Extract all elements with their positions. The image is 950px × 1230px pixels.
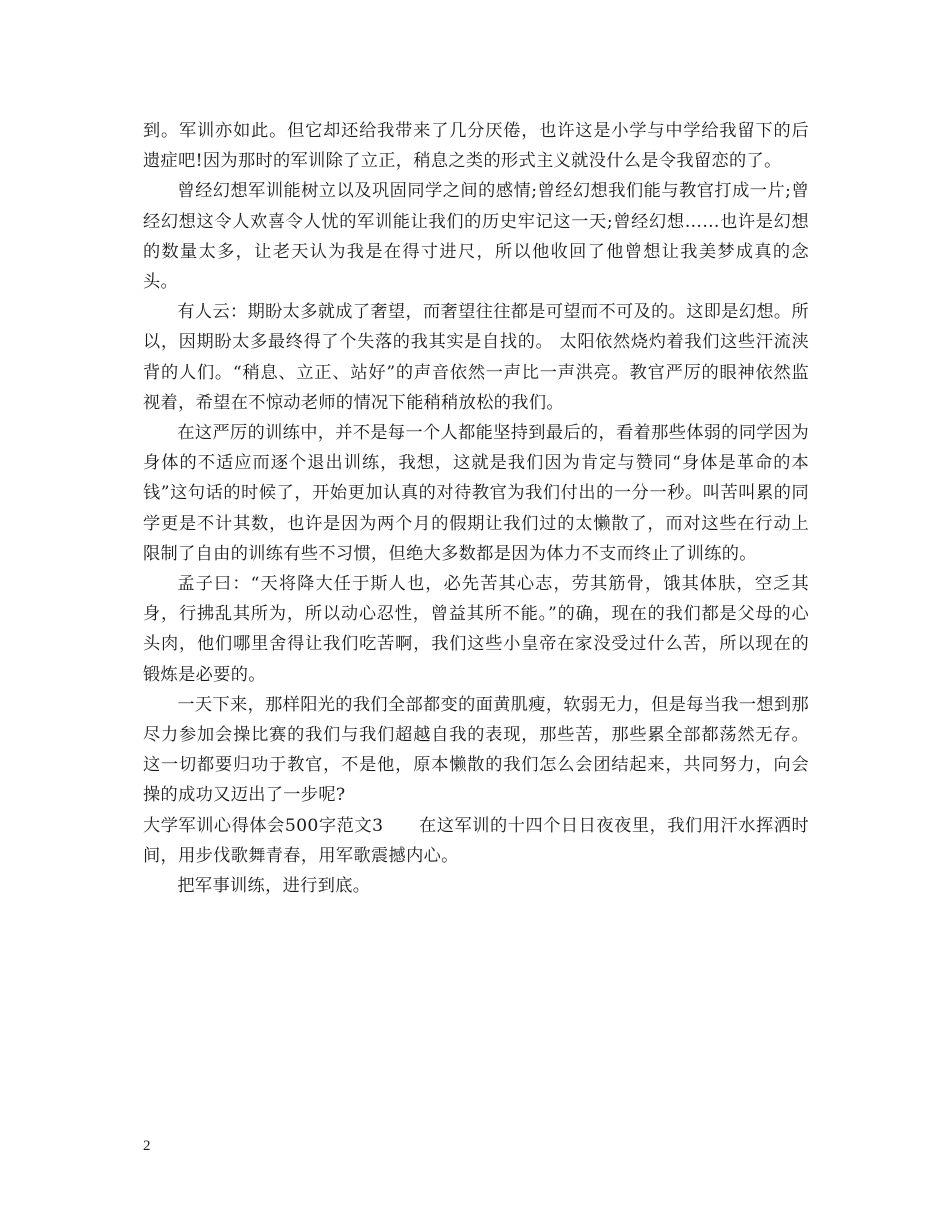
document-body (143, 116, 809, 901)
paragraph: 一天下来，那样阳光的我们全部都变的面黄肌瘦，软弱无力，但是每当我一想到那尽力参加会操比赛的我们与我们超越自我的表现，那些苦，那些累全部都荡然无存。这一切都要归功于教官，不是他，原本懒散的我们怎么会团结起来，共同努力，向会操的成功又迈出了一步呢? (143, 694, 809, 806)
paragraph: 大学军训心得体会500字范文3 在这军训的十四个日日夜夜里，我们用汗水挥洒时间，用步伐歌舞青春，用军歌震撼内心。 (143, 815, 809, 866)
paragraph: 孟子曰：“天将降大任于斯人也，必先苦其心志，劳其筋骨，饿其体肤，空乏其身，行拂乱其所为，所以动心忍性，曾益其所不能。”的确，现在的我们都是父母的心头肉，他们哪里舍得让我们吃苦啊，我们这些小皇帝在家没受过什么苦，所以现在的锻炼是必要的。 (143, 574, 809, 685)
paragraph: 把军事训练，进行到底。 (177, 876, 371, 897)
paragraph: 在这严厉的训练中，并不是每一个人都能坚持到最后的，看着那些体弱的同学因为身体的不适应而逐个退出训练，我想，这就是我们因为肯定与赞同“身体是革命的本钱”这句话的时候了，开始更加认真的对待教官为我们付出的一分一秒。叫苦叫累的同学更是不计其数，也许是因为两个月的假期让我们过的太懒散了，而对这些在行动上限制了自由的训练有些不习惯，但绝大多数都是因为体力不支而终止了训练的。 (143, 423, 809, 564)
paragraph: 曾经幻想军训能树立以及巩固同学之间的感情;曾经幻想我们能与教官打成一片;曾经幻想这令人欢喜令人忧的军训能让我们的历史牢记这一天;曾经幻想……也许是幻想的数量太多，让老天认为我是在得寸进尺，所以他收回了他曾想让我美梦成真的念头。 (143, 181, 809, 293)
paragraph: 到。军训亦如此。但它却还给我带来了几分厌倦，也许这是小学与中学给我留下的后遗症吧!因为那时的军训除了立正，稍息之类的形式主义就没什么是令我留恋的了。 (143, 121, 809, 172)
paragraph: 有人云：期盼太多就成了奢望，而奢望往往都是可望而不可及的。这即是幻想。所以，因期盼太多最终得了个失落的我其实是自找的。 太阳依然烧灼着我们这些汗流浃背的人们。“稍息、立正、站好”的声音依然一声比一声洪亮。教官严厉的眼神依然监视着，希望在不惊动老师的情况下能稍稍放松的我们。 (143, 302, 809, 413)
page-number: 2 (143, 1138, 151, 1154)
